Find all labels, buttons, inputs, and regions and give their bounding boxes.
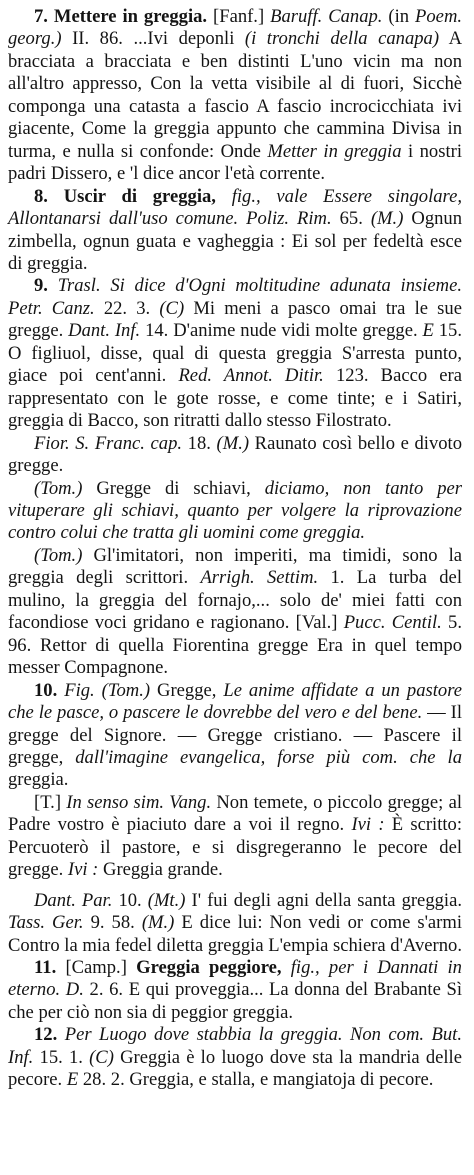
sense-number: 9. <box>34 275 48 297</box>
text: Raunato così bello e divoto gregge. <box>8 432 462 477</box>
citation: E <box>66 1069 79 1091</box>
entry-9 <box>8 275 462 432</box>
text: 15. 1. <box>39 1046 83 1068</box>
text: 5. 96. Rettor di quella Fiorentina gregge Era in quel tempo messer Compagnone. <box>8 612 462 679</box>
text: Non temete, o piccolo gregge; al Padre vostro è piaciuto dare a voi il regno. <box>8 791 462 836</box>
definition: Le anime affidate a un pastore che le pasce, o pascere le dovrebbe del vero e del bene. <box>8 679 462 724</box>
gloss: dall'imagine evangelica, forse più com. che la <box>75 746 462 768</box>
citation: Poem. georg.) <box>8 6 463 50</box>
citation: Ivi : <box>67 859 99 881</box>
text: — Il gregge del Signore. — Gregge cristiano. — Pascere il gregge, <box>8 702 462 768</box>
citation: Dant. Par. <box>34 889 113 911</box>
citation: Arrigh. Settim. <box>200 567 319 589</box>
entry-9-fior <box>8 433 462 478</box>
headword: Mettere in greggia. <box>53 6 208 27</box>
text: 14. D'anime nude vidi molte gregge. <box>145 320 418 342</box>
citation: Baruff. Canap. <box>270 6 383 27</box>
definition: fig., vale Essere singolare, Allontanarsi dall'uso comune. Poliz. Rim. <box>8 185 462 230</box>
text: Mi meni a pasco omai tra le sue gregge. <box>8 297 462 342</box>
headword: Greggia peggiore, <box>136 957 282 979</box>
sense-number: 7. <box>34 6 48 27</box>
text: A bracciata a bracciata e ben distinti L'uno vicin ma non all'altro appresso, Con la vetta visibile al di fuori, Sicchè componga una catasta a fascio A fascio incrocicchiata ivi giacente, Come la greggia appunto che cammina Divisa in turma, e nulla si confonde: Onde <box>8 28 462 162</box>
gloss: diciamo, non tanto per vituperare gli schiavi, quanto per volgere la riprovazione contro colui che tratta gli uomini come greggia. <box>8 477 462 544</box>
text: E dice lui: Non vedi or come s'armi Contro la mia fedel diletta greggia L'empia schiera d'Averno. <box>8 912 463 956</box>
entry-7 <box>8 6 462 186</box>
source-tag: (Tom.) <box>101 679 151 701</box>
source-tag: [Camp.] <box>65 957 127 979</box>
definition: fig., per i Dannati in eterno. D. <box>8 957 462 1001</box>
source-tag: [Fanf.] <box>213 6 265 27</box>
entry-9-tom-2 <box>8 545 462 680</box>
text: II. 86. ...Ivi deponli <box>72 28 235 50</box>
text: 1. La turba del mulino, la greggia del fornajo,... solo de' miei fatti con facondiose voci gridano e ragionano. [Val.] <box>8 567 462 634</box>
text: Gregge, <box>157 679 217 701</box>
sense-number: 11. <box>34 957 57 979</box>
sense-number: 10. <box>34 679 58 701</box>
source-tag: (M.) <box>141 912 175 934</box>
citation: Pucc. Centil. <box>343 612 442 634</box>
source-tag: (C) <box>89 1046 114 1068</box>
source-tag: (M.) <box>216 432 250 454</box>
gloss: Metter in greggia <box>267 140 402 162</box>
text: (in <box>388 6 410 27</box>
text: i nostri padri Dissero, e 'l dice ancor l'età corrente. <box>8 140 462 185</box>
text: 15. O figliuol, disse, qual di questa greggia S'arresta punto, giace poi cent'anni. <box>8 320 462 387</box>
text: 2. 6. E qui proveggia... La donna del Brabante Sì che per ciò non sia di peggior greggia. <box>8 979 463 1023</box>
entry-9-tom-1 <box>8 478 462 545</box>
text: Gregge di schiavi, <box>96 477 251 499</box>
source-tag: (Tom.) <box>34 544 83 566</box>
text: 18. <box>187 432 211 454</box>
entry-12 <box>8 1024 462 1091</box>
text: 28. 2. Greggia, e stalla, e mangiatoja di pecore. <box>82 1069 434 1091</box>
citation: Tass. Ger. <box>8 912 84 934</box>
text: Greggia grande. <box>103 859 223 881</box>
text: 10. <box>118 889 142 911</box>
source-tag: [T.] <box>34 791 62 813</box>
sense-number: 8. <box>34 185 48 207</box>
definition: Trasl. Si dice d'Ogni moltitudine adunata insieme. Petr. Canz. <box>8 275 462 319</box>
text: 9. 58. <box>90 912 135 934</box>
citation: Red. Annot. Ditir. <box>178 365 324 387</box>
text: 123. Bacco era rappresentato con le gote rosse, e come tinte; e i Satiri, greggia di Bacco, son ritratti dallo stesso Filostrato. <box>8 365 462 432</box>
source-tag: (C) <box>159 297 185 319</box>
citation: Ivi : <box>351 814 385 836</box>
sense-number: 12. <box>34 1024 58 1046</box>
gloss: (i tronchi della canapa) <box>244 28 440 50</box>
text: 65. <box>339 208 363 230</box>
citation: Dant. Inf. <box>68 320 141 342</box>
entry-10-vang <box>8 792 462 882</box>
citation: In senso sim. Vang. <box>66 791 212 813</box>
entry-8 <box>8 186 462 276</box>
text: Ognun zimbella, ognun guata e vagheggia : Ei sol per fedeltà esce di greggia. <box>8 208 463 274</box>
definition: Per Luogo dove stabbia la greggia. Non com. But. Inf. <box>8 1024 462 1068</box>
entry-10-dant <box>8 890 462 957</box>
text: È scritto: Percuoterò il pastore, e si disgregeranno le pecore del gregge. <box>8 814 463 881</box>
entry-10 <box>8 680 462 792</box>
headword: Uscir di greggia, <box>63 185 216 207</box>
text: Gl'imitatori, non imperiti, ma timidi, sono la greggia degli scrittori. <box>8 544 462 589</box>
citation: E <box>422 320 434 342</box>
text: Greggia è lo luogo dove sta la mandria delle pecore. <box>8 1046 462 1091</box>
source-tag: (Tom.) <box>34 477 83 499</box>
text: I' fui degli agni della santa greggia. <box>191 889 462 911</box>
source-tag: (M.) <box>370 208 404 230</box>
citation: Fior. S. Franc. cap. <box>34 432 183 454</box>
entry-11 <box>8 957 462 1024</box>
text: greggia. <box>8 769 69 791</box>
source-tag: (Mt.) <box>147 889 186 911</box>
definition: Fig. <box>64 679 95 701</box>
text: 22. 3. <box>103 297 151 319</box>
